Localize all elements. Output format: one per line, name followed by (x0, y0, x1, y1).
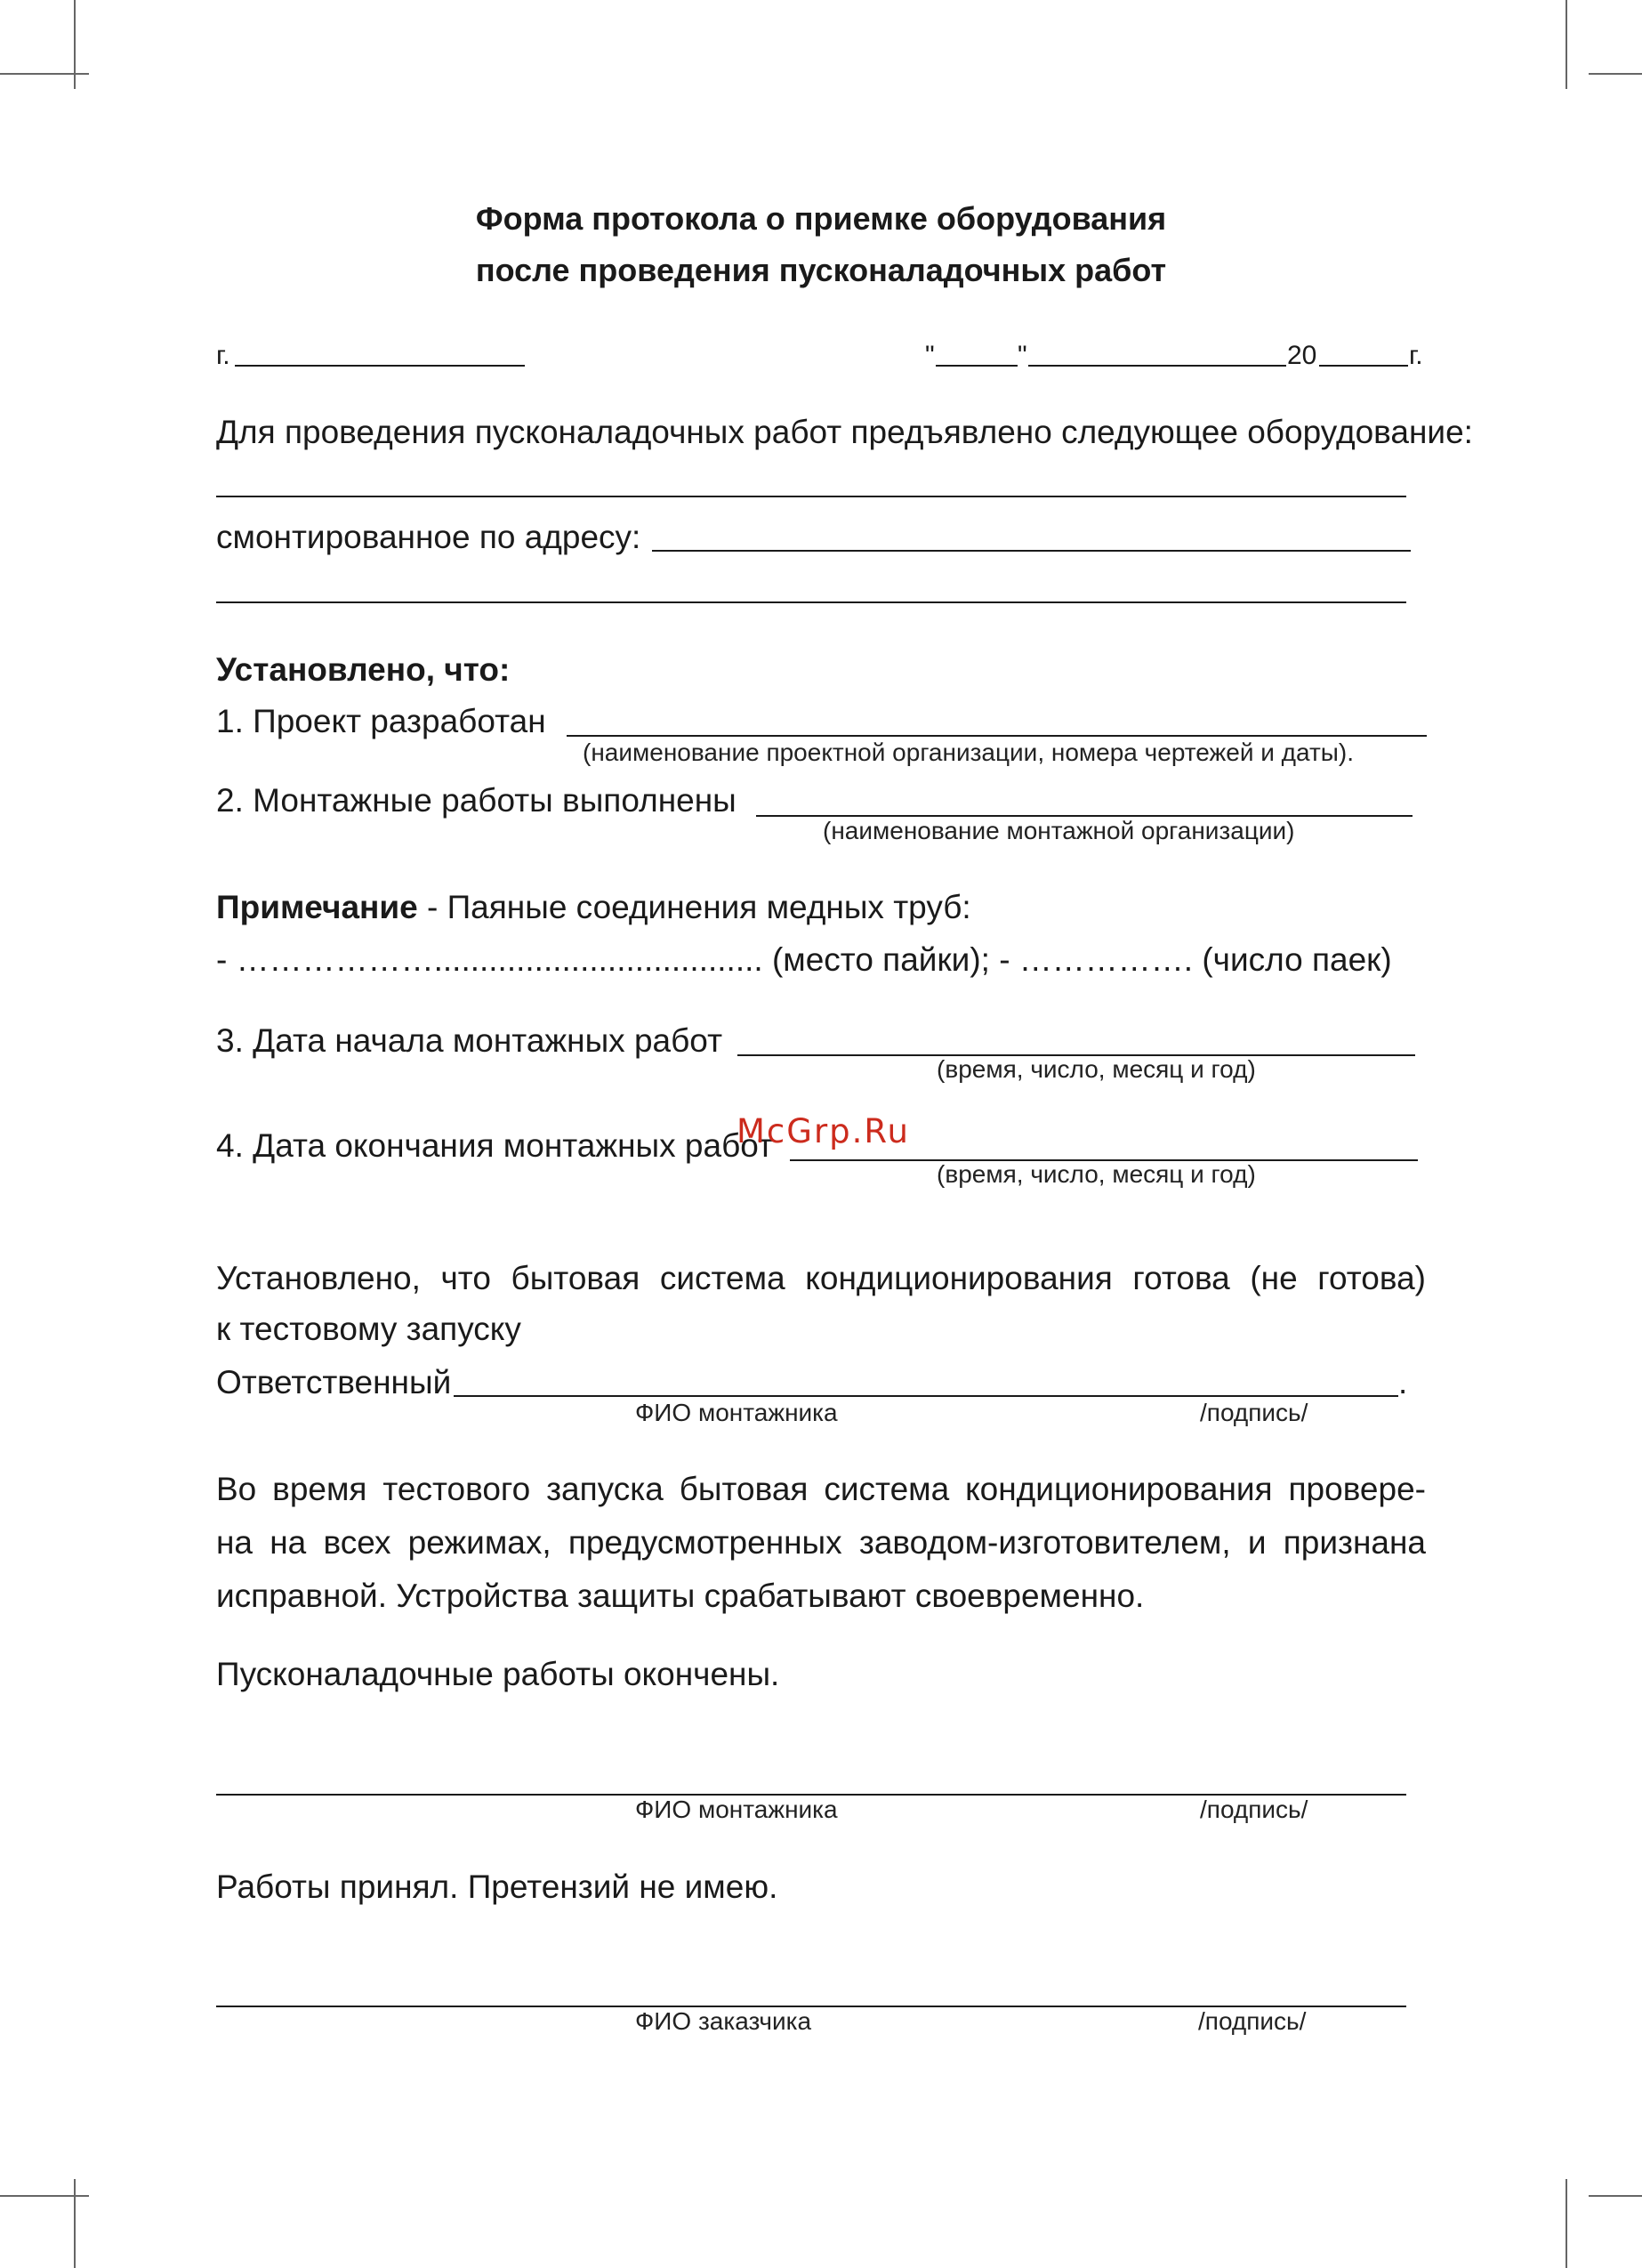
test-paragraph-line2: на на всех режимах, предусмотренных заводом-изготовителем, и признана (216, 1524, 1426, 1561)
item2-caption: (наименование монтажной организации) (823, 817, 1295, 844)
works-accepted: Работы принял. Претензий не имею. (216, 1868, 778, 1905)
project-field[interactable] (567, 735, 1427, 737)
works-finished: Пусконаладочные работы окончены. (216, 1656, 780, 1692)
item3-caption: (время, число, месяц и год) (937, 1055, 1256, 1083)
page-subtitle: после проведения пусконаладочных работ (475, 252, 1167, 288)
crop-mark (74, 0, 76, 89)
date-year-prefix: 20 (1287, 341, 1317, 370)
test-paragraph-line3: исправной. Устройства защиты срабатывают своевременно. (216, 1578, 1145, 1614)
crop-mark (0, 2195, 89, 2197)
established-heading: Установлено, что: (216, 651, 511, 688)
crop-mark (1589, 73, 1642, 75)
responsible-signature-caption: /подпись/ (1200, 1399, 1308, 1426)
crop-mark (1589, 2195, 1642, 2197)
responsible-field[interactable] (454, 1395, 1398, 1397)
item4-caption: (время, число, месяц и год) (937, 1160, 1256, 1188)
date-year-suffix: г. (1409, 341, 1423, 370)
item3-label: 3. Дата начала монтажных работ (216, 1022, 723, 1059)
installer-signature-caption: /подпись/ (1200, 1796, 1308, 1823)
crop-mark (0, 73, 89, 75)
city-field[interactable] (235, 365, 525, 367)
address-field-continued[interactable] (216, 601, 1406, 603)
item1-label: 1. Проект разработан (216, 703, 546, 739)
date-close-quote: " (1018, 341, 1027, 370)
ready-statement-line1: Установлено, что бытовая система кондиционирования готова (не готова) (216, 1260, 1426, 1296)
equipment-field[interactable] (216, 496, 1406, 497)
day-field[interactable] (936, 365, 1018, 367)
note-text: - Паяные соединения медных труб: (417, 889, 971, 925)
item4-label: 4. Дата окончания монтажных работ (216, 1127, 773, 1164)
responsible-end: . (1398, 1364, 1408, 1400)
item1-caption: (наименование проектной организации, номера чертежей и даты). (583, 739, 1355, 766)
page-title: Форма протокола о приемке оборудования (475, 200, 1167, 237)
crop-mark (1566, 2179, 1567, 2268)
date-open-quote: " (925, 341, 935, 370)
responsible-label: Ответственный (216, 1364, 452, 1400)
test-paragraph-line1: Во время тестового запуска бытовая система кондиционирования провере- (216, 1471, 1426, 1507)
mounted-at-label: смонтированное по адресу: (216, 519, 641, 555)
note-fill-line[interactable]: - ……………….................................... (место пайки); - ……………. (число паек) (216, 941, 1392, 978)
year-field[interactable] (1319, 365, 1408, 367)
city-prefix: г. (216, 341, 230, 370)
ready-statement-line2: к тестовому запуску (216, 1311, 521, 1347)
crop-mark (74, 2179, 76, 2268)
note (216, 888, 971, 927)
crop-mark (1566, 0, 1567, 89)
equipment-intro: Для проведения пусконаладочных работ предъявлено следующее оборудование: (216, 414, 1473, 450)
note-label: Примечание (216, 889, 418, 925)
customer-signature-caption: /подпись/ (1198, 2007, 1307, 2035)
address-field[interactable] (652, 550, 1411, 552)
installer-fio-caption: ФИО монтажника (635, 1796, 838, 1823)
month-field[interactable] (1028, 365, 1286, 367)
responsible-fio-caption: ФИО монтажника (635, 1399, 838, 1426)
customer-fio-caption: ФИО заказчика (635, 2007, 812, 2035)
item2-label: 2. Монтажные работы выполнены (216, 782, 736, 819)
watermark-logo: McGrp.Ru (736, 1112, 910, 1150)
